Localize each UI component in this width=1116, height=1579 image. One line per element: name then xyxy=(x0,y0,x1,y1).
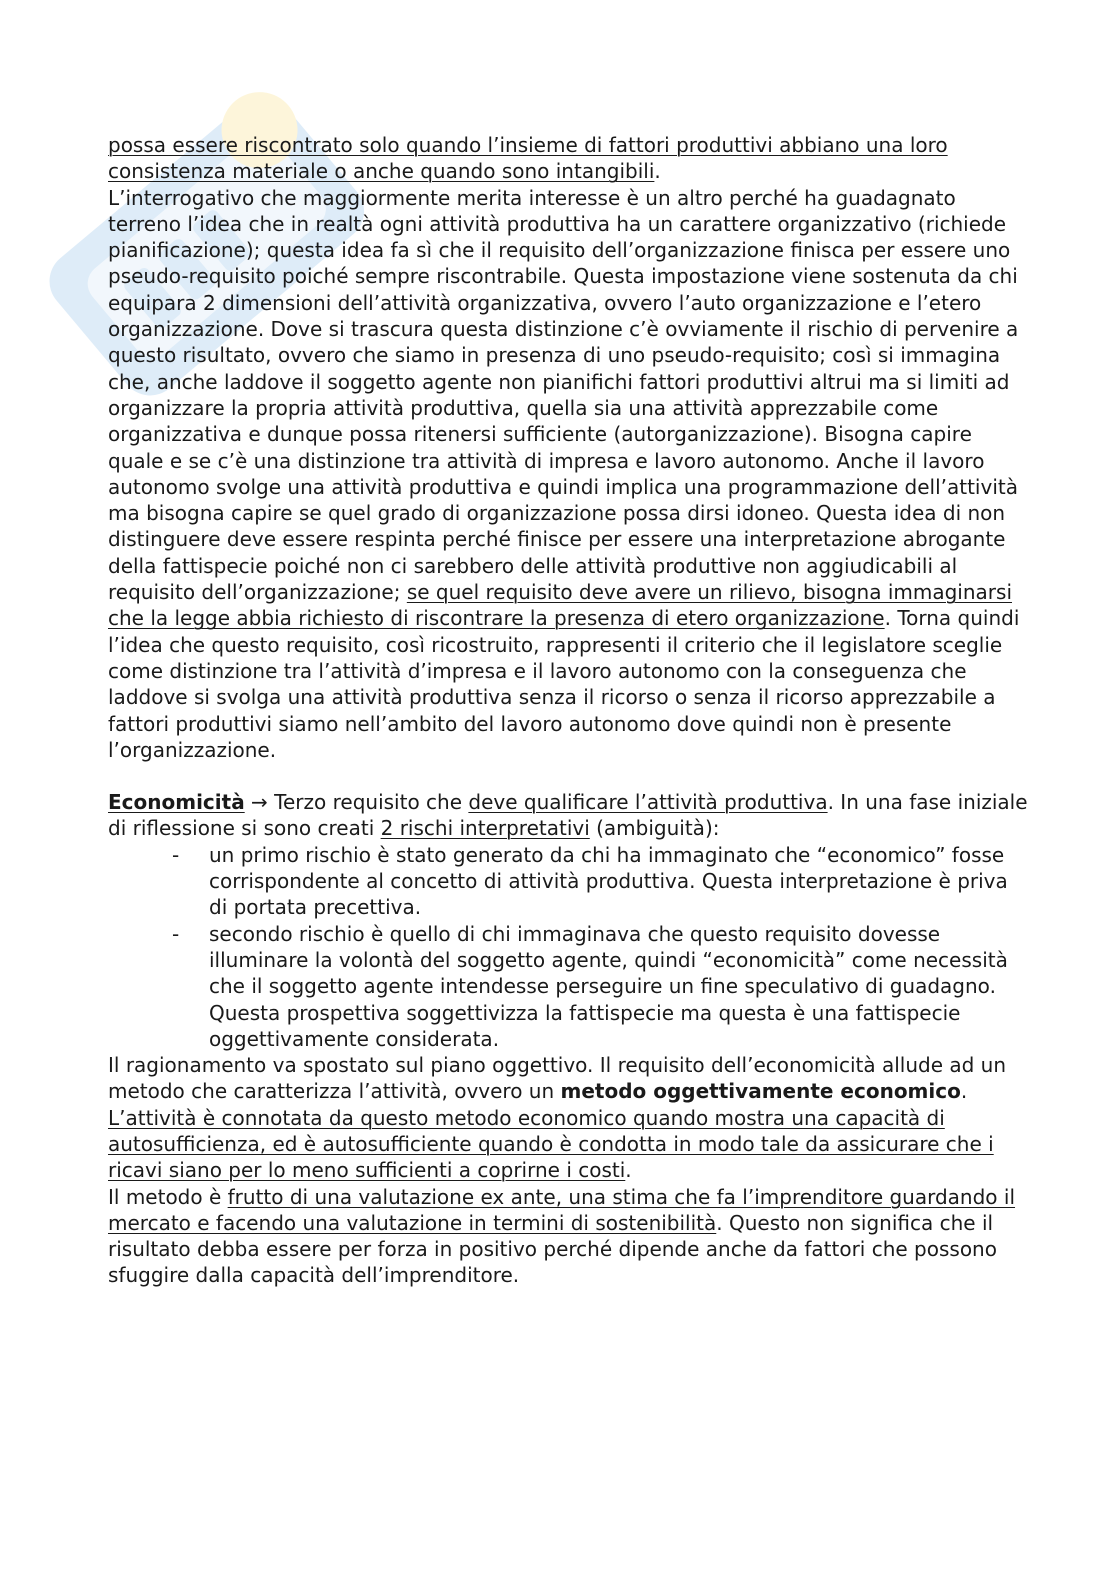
underlined-text: 2 rischi interpretativi xyxy=(380,816,590,841)
text-run: Il ragionamento va spostato sul piano oggettivo. Il requisito dell’economicità allude ad un metodo che caratterizza l’attività, ovvero un xyxy=(108,1053,1007,1104)
list-item-text: un primo rischio è stato generato da chi ha immaginato che “economico” fosse corrispondente al concetto di attività produttiva. Questa interpretazione è priva di portata precettiva. xyxy=(209,842,1008,920)
list-item xyxy=(108,921,1028,1052)
text-run: . xyxy=(654,159,661,184)
bold-text: metodo oggettivamente economico xyxy=(560,1079,961,1104)
paragraph-metodo-economico xyxy=(108,1052,1028,1183)
list-dash: - xyxy=(172,921,180,946)
text-run: L’interrogativo che maggiormente merita interesse è un altro perché ha guadagnato terreno l’idea che in realtà ogni attività produttiva ha un carattere organizzativo (richiede pianificazione); questa idea fa sì che il requisito dell’organizzazione finisca per essere uno pseudo-requisito poiché sempre riscontrabile. Questa impostazione viene sostenuta da chi equipara 2 dimensioni dell’attività organizzativa, ovvero l’auto organizzazione e l’etero organizzazione. Dove si trascura questa distinzione c’è ovviamente il rischio di pervenire a questo risultato, ovvero che siamo in presenza di uno pseudo-requisito; così si immagina che, anche laddove il soggetto agente non pianifichi fattori produttivi altrui ma si limiti ad organizzare la propria attività produttiva, quella sia una attività apprezzabile come organizzativa e dunque possa ritenersi sufficiente (autorganizzazione). Bisogna capire quale e se c’è una distinzione tra attività di impresa e lavoro autonomo. Anche il lavoro autonomo svolge una attività produttiva e quindi implica una programmazione dell’attività ma bisogna capire se quel grado di organizzazione possa dirsi idoneo. Questa idea di non distinguere deve essere respinta perché finisce per essere una interpretazione abrogante della fattispecie poiché non ci sarebbero delle attività produttive non aggiudicabili al requisito dell’organizzazione; xyxy=(108,185,1019,605)
document-body xyxy=(108,132,1028,1289)
text-run: . In una fase iniziale di riflessione si sono creati xyxy=(108,790,1028,841)
section-heading: Economicità xyxy=(108,790,245,815)
text-run: Il metodo è xyxy=(108,1184,228,1209)
paragraph-economicita xyxy=(108,789,1028,842)
risks-list xyxy=(108,842,1028,1052)
text-run: → Terzo requisito che xyxy=(244,790,469,815)
text-run: . Questo non significa che il risultato debba essere per forza in positivo perché dipende anche da fattori che possono sfuggire dalla capacità dell’imprenditore. xyxy=(108,1210,997,1288)
underlined-text: se quel requisito deve avere un rilievo, bisogna immaginarsi che la legge abbia richiesto di riscontrare la presenza di etero organizzazione xyxy=(108,580,1012,631)
list-item-text: secondo rischio è quello di chi immaginava che questo requisito dovesse illuminare la volontà del soggetto agente, quindi “economicità” come necessità che il soggetto agente intendesse perseguire un fine speculativo di guadagno. Questa prospettiva soggettivizza la fattispecie ma questa è una fattispecie oggettivamente considerata. xyxy=(209,921,1008,1051)
underlined-text: possa essere riscontrato solo quando l’insieme di fattori produttivi abbiano una loro consistenza materiale o anche quando sono intangibili xyxy=(108,133,948,184)
underlined-text: L’attività è connotata da questo metodo economico quando mostra una capacità di autosufficienza, ed è autosufficiente quando è condotta in modo tale da assicurare che i ricavi siano per lo meno sufficienti a coprirne i costi xyxy=(108,1105,994,1183)
list-dash: - xyxy=(172,842,180,867)
text-run: (ambiguità): xyxy=(589,816,720,841)
text-run: . xyxy=(960,1079,968,1104)
text-run: . xyxy=(625,1158,632,1183)
list-item xyxy=(108,842,1028,921)
underlined-text: deve qualificare l’attività produttiva xyxy=(468,790,828,815)
paragraph-organizzazione xyxy=(108,132,1028,763)
text-run: . Torna quindi l’idea che questo requisito, così ricostruito, rappresenti il criterio che il legislatore sceglie come distinzione tra l’attività d’impresa e il lavoro autonomo con la conseguenza che laddove si svolga una attività produttiva senza il ricorso o senza il ricorso apprezzabile a fattori produttivi siamo nell’ambito del lavoro autonomo dove quindi non è presente l’organizzazione. xyxy=(108,606,1020,762)
paragraph-valutazione xyxy=(108,1184,1028,1289)
underlined-text: frutto di una valutazione ex ante, una stima che fa l’imprenditore guardando il mercato e facendo una valutazione in termini di sostenibilità xyxy=(108,1184,1016,1235)
